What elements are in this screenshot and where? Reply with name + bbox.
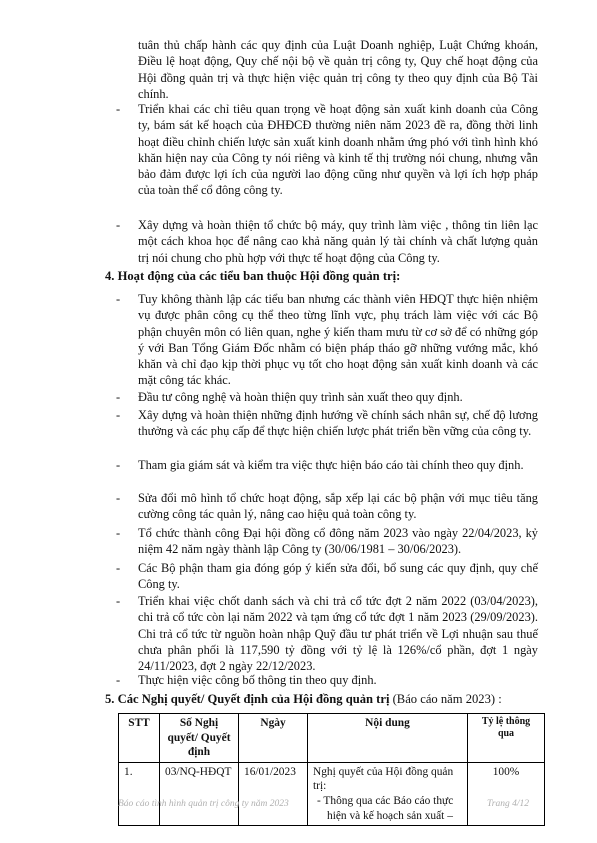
bullet-dash: - — [116, 526, 121, 540]
cell-date: 16/01/2023 — [239, 762, 308, 825]
section-5-note: (Báo cáo năm 2023) : — [389, 692, 502, 706]
bullet-text: Tuy không thành lập các tiểu ban nhưng các thành viên HĐQT thực hiện nhiệm vụ được phân công cụ thể theo từng lĩnh vực, phụ trách làm việc với các Bộ phận chuyên môn có liên quan, nghe ý kiến tham mưu từ cơ sở để có những góp ý với Ban Tổng Giám Đốc nhằm có biện pháp tháo gỡ những vướng mắc, khó khăn và chỉ đạo kịp thời phục vụ tốt cho hoạt động sản xuất kinh doanh và các mặt công tác khác. — [138, 292, 538, 388]
bullet-dash: - — [116, 594, 121, 608]
bullet-text: Tổ chức thành công Đại hội đồng cổ đông năm 2023 vào ngày 22/04/2023, kỷ niệm 42 năm ngày thành lập Công ty (30/06/1981 – 30/06/2023). — [138, 526, 538, 557]
bullet-dash: - — [116, 491, 121, 505]
bullet-dash: - — [116, 561, 121, 575]
bullet-dash: - — [116, 218, 121, 232]
section-heading-5 — [105, 692, 502, 707]
bullet-text: Tham gia giám sát và kiểm tra việc thực hiện báo cáo tài chính theo quy định. — [138, 458, 524, 472]
bullet-item — [116, 101, 538, 199]
bullet-item — [116, 672, 538, 688]
bullet-item — [116, 490, 538, 523]
table-row — [119, 762, 545, 825]
bullet-dash: - — [116, 458, 121, 472]
bullet-text: Thực hiện việc công bố thông tin theo quy định. — [138, 673, 377, 687]
header-number: Số Nghị quyết/ Quyết định — [160, 714, 239, 763]
bullet-item — [116, 217, 538, 266]
section-heading-4: 4. Hoạt động của các tiểu ban thuộc Hội đồng quản trị: — [105, 269, 401, 283]
bullet-text: Sửa đổi mô hình tổ chức hoạt động, sắp xếp lại các bộ phận với mục tiêu tăng cường công tác quản lý, nâng cao hiệu quả toàn công ty. — [138, 491, 538, 522]
cell-number: 03/NQ-HĐQT — [160, 762, 239, 825]
bullet-item — [116, 560, 538, 593]
bullet-text: Triển khai việc chốt danh sách và chi trả cổ tức đợt 2 năm 2022 (03/04/2023), chi trả cổ tức còn lại năm 2022 và tạm ứng cổ tức đợt 1 năm 2023 (29/09/2023). Chi trả cổ tức từ nguồn hoàn nhập Quỹ đầu tư phát triển về Lợi nhuận sau thuế chưa phân phối là 117,590 tỷ đồng với tỷ lệ là 126%/cổ phần, đợt 1 ngày 24/11/2023, đợt 2 ngày 22/12/2023. — [138, 594, 538, 674]
header-stt: STT — [119, 714, 160, 763]
bullet-text: Triển khai các chỉ tiêu quan trọng về hoạt động sản xuất kinh doanh của Công ty, bám sát kế hoạch của ĐHĐCĐ thường niên năm 2023 đề ra, đồng thời linh hoạt điều chỉnh chiến lược sản xuất kinh doanh nhằm ứng phó với tình hình khó khăn hiện nay của Công ty nói riêng và kinh tế thị trường nói chung, nhưng vẫn bảo đảm được lợi ích của người lao động cũng như quyền và lợi ích hợp pháp của toàn thể cổ đông công ty. — [138, 102, 538, 198]
content-main: Nghị quyết của Hội đồng quản trị: — [313, 765, 454, 793]
continued-paragraph: tuân thủ chấp hành các quy định của Luật Doanh nghiệp, Luật Chứng khoán, Điều lệ hoạt động, Quy chế nội bộ về quản trị công ty, Quy chế hoạt động của Hội đồng quản trị và thực hiện việc quản trị công ty theo quy định của Bộ Tài chính. — [138, 38, 538, 101]
cell-stt: 1. — [119, 762, 160, 825]
cell-content — [308, 762, 468, 825]
bullet-item — [116, 291, 538, 389]
bullet-text: Xây dựng và hoàn thiện những định hướng về chính sách nhân sự, chế độ lương thưởng và các phụ cấp để thực hiện chiến lược phát triển bền vững của công ty. — [138, 408, 538, 439]
footer-page-number: Trang 4/12 — [487, 799, 529, 809]
content-sub: - Thông qua các Báo cáo thực hiện và kế hoạch sản xuất – — [317, 794, 454, 822]
header-date: Ngày — [239, 714, 308, 763]
bullet-dash: - — [116, 673, 121, 687]
bullet-dash: - — [116, 408, 121, 422]
bullet-dash: - — [116, 390, 121, 404]
header-content: Nội dung — [308, 714, 468, 763]
bullet-text: Các Bộ phận tham gia đóng góp ý kiến sửa đổi, bổ sung các quy định, quy chế Công ty. — [138, 561, 538, 592]
bullet-item — [116, 407, 538, 440]
bullet-item — [116, 457, 538, 473]
bullet-item — [116, 525, 538, 558]
table-header-row — [119, 714, 545, 763]
bullet-text: Xây dựng và hoàn thiện tổ chức bộ máy, quy trình làm việc , thông tin liên lạc một cách khoa học để nâng cao khả năng quản lý tài chính và chất lượng quản trị nói chung cho phù hợp với thực tế hoạt động của Công ty. — [138, 218, 538, 265]
bullet-text: Đầu tư công nghệ và hoàn thiện quy trình sản xuất theo quy định. — [138, 390, 463, 404]
section-5-title: 5. Các Nghị quyết/ Quyết định của Hội đồng quản trị — [105, 692, 390, 706]
bullet-item — [116, 593, 538, 674]
bullet-item — [116, 389, 538, 405]
footer-report-title: Báo cáo tình hình quản trị công ty năm 2023 — [118, 799, 289, 809]
header-ratio: Tỷ lệ thông qua — [468, 714, 545, 763]
bullet-dash: - — [116, 102, 121, 116]
cell-ratio: 100% — [468, 762, 545, 825]
bullet-dash: - — [116, 292, 121, 306]
resolutions-table — [118, 713, 545, 826]
